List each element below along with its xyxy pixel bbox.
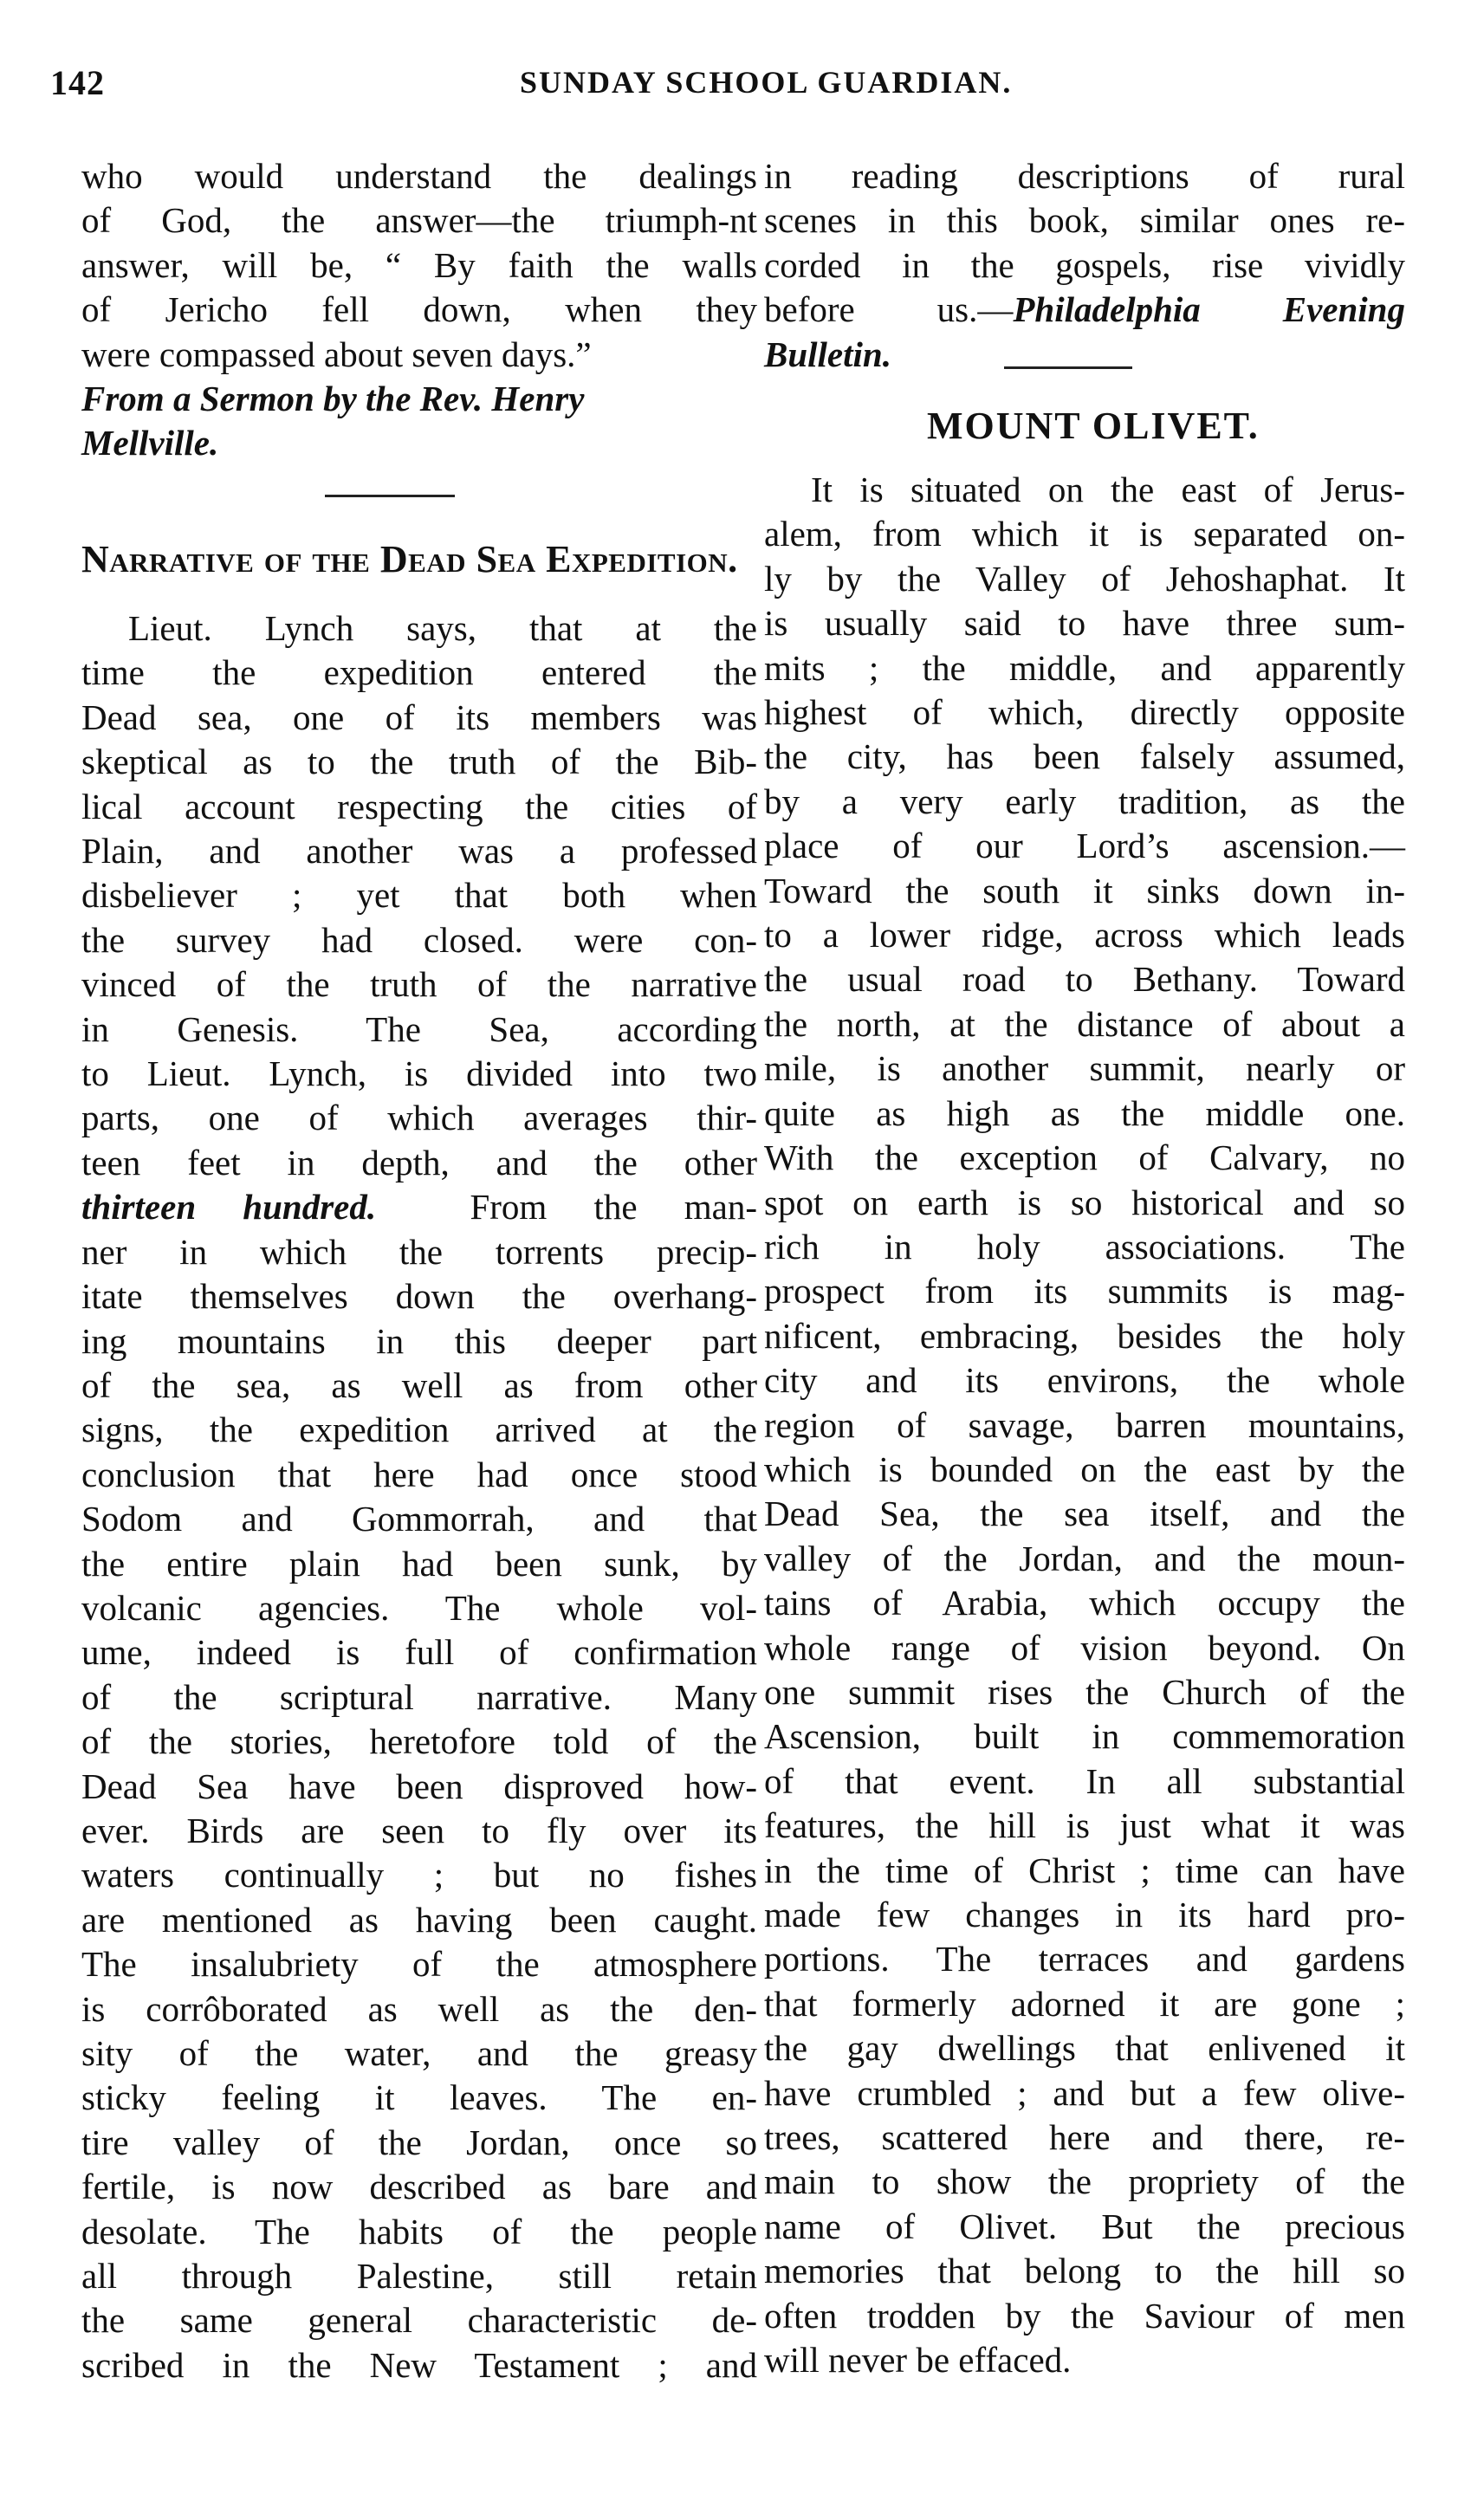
text-line: The insalubriety of the atmosphere	[81, 1944, 757, 1985]
running-title: SUNDAY SCHOOL GUARDIAN.	[520, 65, 1013, 100]
text-line: parts, one of which averages thir-	[81, 1098, 757, 1138]
text-line: who would understand the dealings	[81, 156, 757, 196]
text-line: It is situated on the east of Jerus-	[811, 470, 1405, 509]
text-line: portions. The terraces and gardens	[764, 1939, 1405, 1979]
source-attribution: Bulletin.	[764, 334, 891, 374]
text-line: one summit rises the Church of the	[764, 1671, 1405, 1712]
text-line: ly by the Valley of Jehoshaphat. It	[764, 558, 1405, 599]
text-line: ner in which the torrents precip-	[81, 1231, 757, 1272]
text-line: were compassed about seven days.”	[81, 334, 592, 374]
text-line: often trodden by the Saviour of men	[764, 2295, 1405, 2336]
text-line: itate themselves down the overhang-	[81, 1276, 757, 1317]
text-line: ing mountains in this deeper part	[81, 1320, 757, 1361]
text-line: memories that belong to the hill so	[764, 2251, 1405, 2291]
right-column-top	[764, 154, 1405, 377]
text-line: to Lieut. Lynch, is divided into two	[81, 1053, 757, 1094]
text-line: ever. Birds are seen to fly over its	[81, 1810, 757, 1850]
text-line: desolate. The habits of the people	[81, 2211, 757, 2252]
text-line: by a very early tradition, as the	[764, 781, 1405, 821]
article-heading: Narrative of the Dead Sea Expedition.	[81, 538, 738, 580]
text-line: have crumbled ; and but a few olive-	[764, 2072, 1405, 2113]
section-divider	[325, 495, 455, 497]
sermon-attribution: From a Sermon by the Rev. Henry	[81, 379, 585, 419]
text-line: Ascension, built in commemoration	[764, 1716, 1405, 1757]
source-attribution: Philadelphia Evening	[1013, 289, 1405, 330]
text-line: tains of Arabia, which occupy the	[764, 1583, 1405, 1623]
text-line: whole range of vision beyond. On	[764, 1627, 1405, 1668]
text-line: all through Palestine, still retain	[81, 2256, 757, 2297]
text-line: Dead Sea have been disproved how-	[81, 1766, 757, 1806]
text-line: the survey had closed. were con-	[81, 919, 757, 960]
text-line: Lieut. Lynch says, that at the	[128, 608, 757, 648]
text-line: scribed in the New Testament ; and	[81, 2344, 757, 2385]
text-line: will never be effaced.	[764, 2340, 1072, 2381]
text-line: the north, at the distance of about a	[764, 1003, 1405, 1044]
text-line: prospect from its summits is mag-	[764, 1271, 1405, 1312]
text-line: mits ; the middle, and apparently	[764, 647, 1405, 688]
text-span: before us.—	[764, 289, 1014, 330]
text-line: is corrôborated as well as the den-	[81, 1988, 757, 2029]
text-line: that formerly adorned it are gone ;	[764, 1983, 1405, 2024]
text-line: main to show the propriety of the	[764, 2161, 1405, 2202]
text-line: With the exception of Calvary, no	[764, 1137, 1405, 1178]
text-line: place of our Lord’s ascension.—	[764, 826, 1405, 866]
text-line: signs, the expedition arrived at the	[81, 1409, 757, 1450]
article-heading: MOUNT OLIVET.	[927, 405, 1260, 447]
text-line	[81, 1185, 757, 1229]
text-line: region of savage, barren mountains,	[764, 1404, 1405, 1445]
text-line: tire valley of the Jordan, once so	[81, 2122, 757, 2162]
text-line: ume, indeed is full of confirmation	[81, 1632, 757, 1673]
text-line: sity of the water, and the greasy	[81, 2033, 757, 2073]
text-line: disbeliever ; yet that both when	[81, 875, 757, 916]
text-line: quite as high as the middle one.	[764, 1092, 1405, 1133]
text-line: spot on earth is so historical and so	[764, 1182, 1405, 1222]
text-line: which is bounded on the east by the	[764, 1448, 1405, 1489]
text-line: name of Olivet. But the precious	[764, 2206, 1405, 2246]
left-column-top	[81, 154, 757, 466]
text-line: vinced of the truth of the narrative	[81, 964, 757, 1005]
text-line: volcanic agencies. The whole vol-	[81, 1587, 757, 1628]
text-line: in Genesis. The Sea, according	[81, 1008, 757, 1049]
text-line: Sodom and Gommorrah, and that	[81, 1499, 757, 1539]
text-line: rich in holy associations. The	[764, 1226, 1405, 1267]
text-line: made few changes in its hard pro-	[764, 1895, 1405, 1934]
text-line: are mentioned as having been caught.	[81, 1899, 757, 1940]
text-line: waters continually ; but no fishes	[81, 1855, 757, 1895]
text-line: scenes in this book, similar ones re-	[764, 200, 1405, 241]
text-line: of the stories, heretofore told of the	[81, 1721, 757, 1762]
emphasis-text: thirteen hundred.	[81, 1187, 377, 1228]
text-line: city and its environs, the whole	[764, 1360, 1405, 1401]
text-line: skeptical as to the truth of the Bib-	[81, 742, 757, 782]
text-line: of Jericho fell down, when they	[81, 289, 757, 330]
text-line: lical account respecting the cities of	[81, 786, 757, 826]
text-line: valley of the Jordan, and the moun-	[764, 1538, 1405, 1578]
text-line: highest of which, directly opposite	[764, 692, 1405, 733]
text-line: time the expedition entered the	[81, 652, 757, 693]
text-line: of that event. In all substantial	[764, 1760, 1405, 1801]
text-line: corded in the gospels, rise vividly	[764, 244, 1405, 285]
text-line: alem, from which it is separated on-	[764, 514, 1405, 554]
sermon-attribution: Mellville.	[81, 423, 219, 463]
text-line: in reading descriptions of rural	[764, 156, 1405, 196]
text-line: is usually said to have three sum-	[764, 603, 1405, 644]
text-line: fertile, is now described as bare and	[81, 2167, 757, 2207]
text-line: the usual road to Bethany. Toward	[764, 959, 1405, 1000]
text-line: teen feet in depth, and the other	[81, 1142, 757, 1182]
text-line: Toward the south it sinks down in-	[764, 870, 1405, 910]
text-line: sticky feeling it leaves. The en-	[81, 2077, 757, 2118]
text-line: mile, is another summit, nearly or	[764, 1048, 1405, 1089]
text-line: the same general characteristic de-	[81, 2300, 757, 2341]
text-line: of God, the answer—the triumph‑nt	[81, 200, 757, 241]
text-line: Dead Sea, the sea itself, and the	[764, 1493, 1405, 1534]
text-line: Dead sea, one of its members was	[81, 697, 757, 737]
text-line: features, the hill is just what it was	[764, 1805, 1405, 1846]
text-line: Plain, and another was a professed	[81, 831, 757, 871]
text-line: in the time of Christ ; time can have	[764, 1850, 1405, 1890]
page-number: 142	[50, 63, 105, 102]
text-line: of the scriptural narrative. Many	[81, 1676, 757, 1717]
left-article-body	[81, 606, 757, 2388]
text-line: the city, has been falsely assumed,	[764, 736, 1405, 777]
text-line	[764, 288, 1405, 332]
section-divider	[1004, 366, 1132, 369]
text-line: the entire plain had been sunk, by	[81, 1543, 757, 1584]
text-line: the gay dwellings that enlivened it	[764, 2028, 1405, 2069]
text-line: of the sea, as well as from other	[81, 1364, 757, 1405]
right-article-body	[764, 468, 1405, 2382]
text-span: From the man-	[470, 1187, 757, 1228]
text-line: nificent, embracing, besides the holy	[764, 1315, 1405, 1356]
text-line: conclusion that here had once stood	[81, 1454, 757, 1494]
text-line: to a lower ridge, across which leads	[764, 915, 1405, 956]
text-line: answer, will be, “ By faith the walls	[81, 244, 757, 285]
text-line: trees, scattered here and there, re-	[764, 2117, 1405, 2158]
